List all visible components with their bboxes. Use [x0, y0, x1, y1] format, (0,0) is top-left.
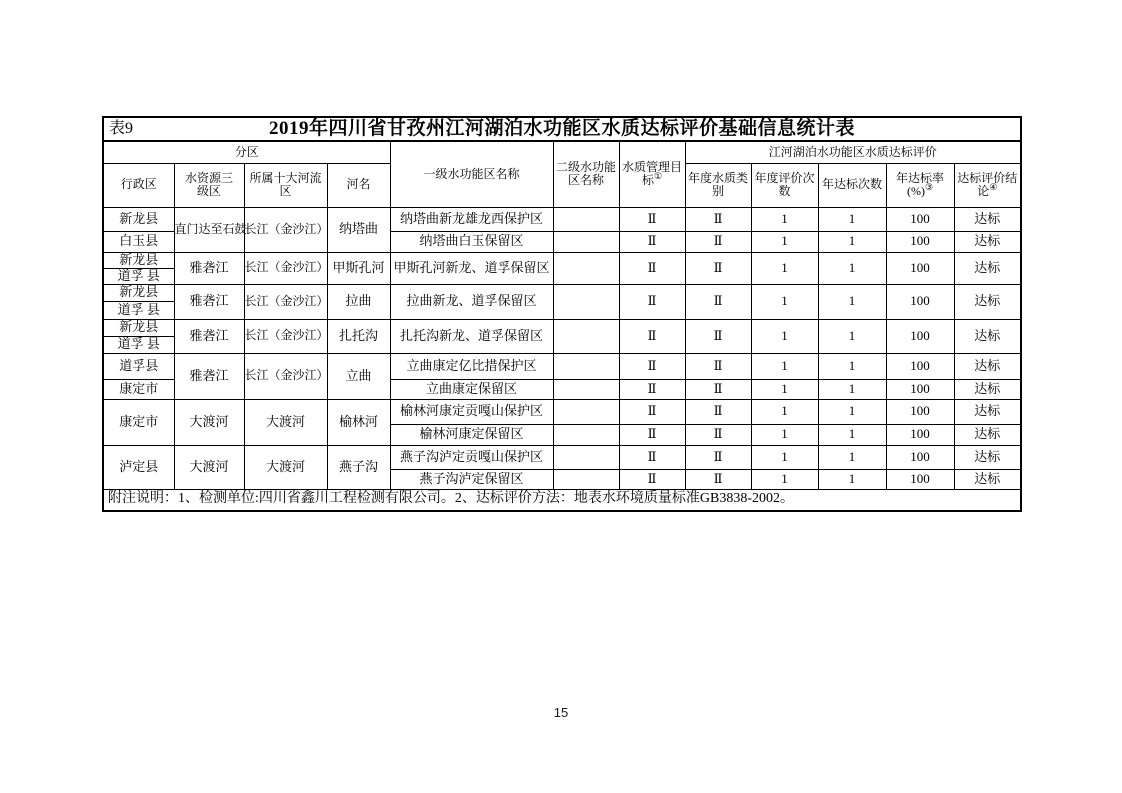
cell-passes: 1 [818, 399, 886, 424]
cell-river: 拉曲 [327, 284, 390, 319]
cell-target: Ⅱ [619, 207, 685, 231]
cell-rate: 100 [886, 469, 954, 489]
header-major-river-basin: 所属十大河流区 [244, 163, 327, 207]
cell-admin: 道孚 县 [103, 336, 174, 353]
cell-passes: 1 [818, 445, 886, 469]
cell-zone1: 榆林河康定保留区 [390, 424, 553, 445]
cell-rate: 100 [886, 319, 954, 353]
cell-evals: 1 [751, 252, 818, 284]
cell-river: 榆林河 [327, 399, 390, 445]
cell-admin: 康定市 [103, 379, 174, 399]
cell-passes: 1 [818, 284, 886, 319]
header-quality-target-text: 水质管理目标 [621, 160, 682, 188]
table-title-row [103, 117, 1021, 141]
cell-basin: 长江（金沙江） [244, 252, 327, 284]
cell-evals: 1 [751, 399, 818, 424]
header-quality-target-sup: ① [653, 171, 663, 182]
cell-grade: Ⅱ [685, 424, 751, 445]
cell-rate: 100 [886, 379, 954, 399]
cell-target: Ⅱ [619, 445, 685, 469]
cell-zone2 [553, 424, 619, 445]
header-conclusion [954, 163, 1021, 207]
table-number-label: 表9 [109, 120, 134, 138]
cell-grade: Ⅱ [685, 445, 751, 469]
cell-river: 立曲 [327, 353, 390, 399]
cell-result: 达标 [954, 231, 1021, 252]
cell-zone2 [553, 445, 619, 469]
cell-grade: Ⅱ [685, 284, 751, 319]
cell-target: Ⅱ [619, 319, 685, 353]
cell-evals: 1 [751, 319, 818, 353]
header-annual-quality-class: 年度水质类别 [685, 163, 751, 207]
cell-basin: 长江（金沙江） [244, 207, 327, 252]
cell-passes: 1 [818, 207, 886, 231]
table-row [103, 207, 1021, 231]
cell-passes: 1 [818, 252, 886, 284]
header-annual-pass-count: 年达标次数 [818, 163, 886, 207]
cell-grade: Ⅱ [685, 252, 751, 284]
cell-zone2 [553, 399, 619, 424]
cell-target: Ⅱ [619, 469, 685, 489]
table-row [103, 445, 1021, 469]
cell-basin: 大渡河 [244, 445, 327, 489]
cell-rate: 100 [886, 284, 954, 319]
cell-rate: 100 [886, 445, 954, 469]
cell-basin: 长江（金沙江） [244, 319, 327, 353]
cell-zone1: 立曲康定保留区 [390, 379, 553, 399]
table-row [103, 284, 1021, 301]
cell-zone1: 燕子沟泸定保留区 [390, 469, 553, 489]
cell-grade: Ⅱ [685, 353, 751, 379]
cell-evals: 1 [751, 207, 818, 231]
cell-admin: 道孚县 [103, 353, 174, 379]
cell-result: 达标 [954, 399, 1021, 424]
table-row [103, 353, 1021, 379]
cell-rate: 100 [886, 207, 954, 231]
header-primary-zone: 一级水功能区名称 [390, 141, 553, 207]
cell-result: 达标 [954, 445, 1021, 469]
cell-zone1: 纳塔曲新龙雄龙西保护区 [390, 207, 553, 231]
header-conclusion-sup: ④ [989, 182, 998, 192]
cell-rate: 100 [886, 424, 954, 445]
cell-evals: 1 [751, 284, 818, 319]
header-water-resource-region: 水资源三级区 [174, 163, 244, 207]
cell-admin: 新龙县 [103, 319, 174, 336]
water-quality-table [102, 116, 1022, 512]
table-row [103, 399, 1021, 424]
cell-passes: 1 [818, 353, 886, 379]
header-annual-pass-rate-sup: ③ [924, 182, 934, 192]
header-annual-pass-rate [886, 163, 954, 207]
cell-rate: 100 [886, 399, 954, 424]
cell-grade: Ⅱ [685, 207, 751, 231]
table-row [103, 252, 1021, 268]
cell-region3: 大渡河 [174, 399, 244, 445]
header-admin-region: 行政区 [103, 163, 174, 207]
cell-river: 甲斯孔河 [327, 252, 390, 284]
cell-evals: 1 [751, 353, 818, 379]
cell-zone1: 拉曲新龙、道孚保留区 [390, 284, 553, 319]
header-conclusion-text: 达标评价结论 [957, 170, 1018, 198]
cell-admin: 泸定县 [103, 445, 174, 489]
cell-rate: 100 [886, 353, 954, 379]
cell-basin: 长江（金沙江） [244, 353, 327, 399]
cell-river: 扎托沟 [327, 319, 390, 353]
cell-zone1: 扎托沟新龙、道孚保留区 [390, 319, 553, 353]
cell-target: Ⅱ [619, 353, 685, 379]
cell-target: Ⅱ [619, 284, 685, 319]
cell-region3: 雅砻江 [174, 284, 244, 319]
cell-result: 达标 [954, 353, 1021, 379]
cell-target: Ⅱ [619, 231, 685, 252]
cell-region3: 直门达至石鼓 [174, 207, 244, 252]
cell-zone2 [553, 379, 619, 399]
cell-passes: 1 [818, 319, 886, 353]
cell-zone2 [553, 319, 619, 353]
cell-grade: Ⅱ [685, 231, 751, 252]
cell-zone2 [553, 252, 619, 284]
cell-result: 达标 [954, 379, 1021, 399]
cell-passes: 1 [818, 424, 886, 445]
cell-admin: 新龙县 [103, 252, 174, 268]
cell-evals: 1 [751, 231, 818, 252]
cell-admin: 道孚 县 [103, 301, 174, 319]
cell-zone1: 纳塔曲白玉保留区 [390, 231, 553, 252]
cell-region3: 雅砻江 [174, 319, 244, 353]
footnote-row [103, 489, 1021, 511]
cell-zone1: 立曲康定亿比措保护区 [390, 353, 553, 379]
cell-river: 纳塔曲 [327, 207, 390, 252]
cell-river: 燕子沟 [327, 445, 390, 489]
cell-admin: 新龙县 [103, 207, 174, 231]
header-row-groups [103, 141, 1021, 163]
cell-result: 达标 [954, 424, 1021, 445]
cell-region3: 雅砻江 [174, 353, 244, 399]
cell-result: 达标 [954, 284, 1021, 319]
cell-passes: 1 [818, 231, 886, 252]
cell-evals: 1 [751, 445, 818, 469]
cell-passes: 1 [818, 379, 886, 399]
cell-target: Ⅱ [619, 379, 685, 399]
header-river-name: 河名 [327, 163, 390, 207]
cell-admin: 新龙县 [103, 284, 174, 301]
header-partition-group: 分区 [103, 141, 390, 163]
cell-zone1: 甲斯孔河新龙、道孚保留区 [390, 252, 553, 284]
cell-admin: 康定市 [103, 399, 174, 445]
cell-basin: 大渡河 [244, 399, 327, 445]
cell-target: Ⅱ [619, 252, 685, 284]
cell-zone2 [553, 231, 619, 252]
cell-target: Ⅱ [619, 399, 685, 424]
cell-result: 达标 [954, 469, 1021, 489]
cell-target: Ⅱ [619, 424, 685, 445]
cell-result: 达标 [954, 319, 1021, 353]
cell-zone2 [553, 207, 619, 231]
cell-result: 达标 [954, 252, 1021, 284]
cell-basin: 长江（金沙江） [244, 284, 327, 319]
cell-rate: 100 [886, 231, 954, 252]
cell-grade: Ⅱ [685, 469, 751, 489]
table-title: 2019年四川省甘孜州江河湖泊水功能区水质达标评价基础信息统计表 [269, 117, 856, 139]
cell-rate: 100 [886, 252, 954, 284]
cell-zone1: 榆林河康定贡嘎山保护区 [390, 399, 553, 424]
cell-region3: 大渡河 [174, 445, 244, 489]
cell-admin: 道孚 县 [103, 268, 174, 284]
cell-grade: Ⅱ [685, 319, 751, 353]
cell-result: 达标 [954, 207, 1021, 231]
cell-evals: 1 [751, 469, 818, 489]
header-quality-target [619, 141, 685, 207]
page-number: 15 [553, 705, 569, 720]
cell-admin: 白玉县 [103, 231, 174, 252]
cell-evals: 1 [751, 424, 818, 445]
header-evaluation-group: 江河湖泊水功能区水质达标评价 [685, 141, 1021, 163]
header-annual-eval-count: 年度评价次数 [751, 163, 818, 207]
table-row [103, 319, 1021, 336]
cell-grade: Ⅱ [685, 379, 751, 399]
cell-region3: 雅砻江 [174, 252, 244, 284]
cell-zone2 [553, 284, 619, 319]
cell-grade: Ⅱ [685, 399, 751, 424]
cell-zone1: 燕子沟泸定贡嘎山保护区 [390, 445, 553, 469]
cell-zone2 [553, 469, 619, 489]
header-secondary-zone: 二级水功能区名称 [553, 141, 619, 207]
cell-evals: 1 [751, 379, 818, 399]
header-annual-pass-rate-text: 年达标率(%) [895, 170, 944, 198]
cell-passes: 1 [818, 469, 886, 489]
table-title-cell [103, 117, 1021, 141]
cell-zone2 [553, 353, 619, 379]
footnote-text: 附注说明：1、检测单位:四川省鑫川工程检测有限公司。2、达标评价方法：地表水环境质量标准GB3838-2002。 [103, 489, 1021, 511]
